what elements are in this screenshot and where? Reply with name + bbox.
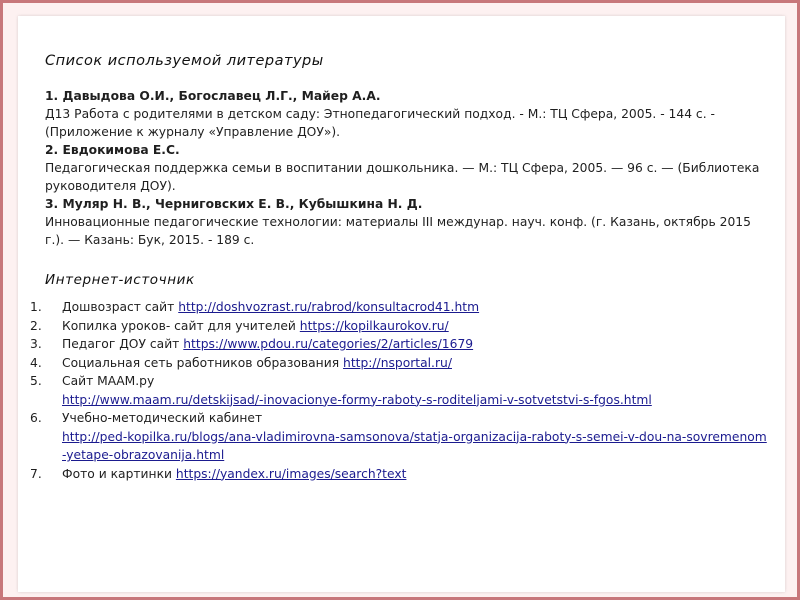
list-item (30, 317, 771, 336)
list-number: 6. (30, 411, 42, 425)
reference-list (45, 87, 771, 249)
link-label: Копилка уроков- сайт для учителей (62, 318, 300, 333)
list-item (30, 354, 771, 373)
link-label: Дошвозраст сайт (62, 300, 179, 314)
link-label: Педагог ДОУ сайт (62, 337, 184, 351)
reference-author: 2. Евдокимова Е.С. (45, 143, 180, 157)
link-label: Социальная сеть работников образования (62, 355, 344, 370)
source-link[interactable]: http://ped-kopilka.ru/blogs/ana-vladimirovna-samsonova/statja-organizacija-raboty-s-semei-v-dou-na-sovremenom-yetape-obrazovanija.html (62, 429, 767, 462)
list-item (30, 465, 771, 484)
reference-text: Инновационные педагогические технологии: материалы III междунар. науч. конф. (г. Казань, октябрь 2015 г.). — Казань: Бук, 2015. - 189 с. (45, 215, 751, 247)
list-item (30, 409, 771, 465)
slide-content (30, 53, 771, 483)
source-link[interactable]: https://kopilkaurokov.ru/ (299, 318, 449, 333)
list-number: 7. (30, 466, 42, 481)
source-link[interactable]: http://nsportal.ru/ (343, 355, 452, 370)
list-item (30, 335, 771, 354)
list-number: 3. (30, 337, 42, 351)
link-label: Учебно-методический кабинет (62, 411, 263, 425)
list-number: 2. (30, 318, 42, 333)
reference-author: 3. Муляр Н. В., Черниговских Е. В., Кубышкина Н. Д. (45, 197, 423, 211)
slide (18, 16, 785, 592)
reference-text: Д13 Работа с родителями в детском саду: Этнопедагогический подход. - М.: ТЦ Сфера, 2005. - 144 с. - (Приложение к журналу «Управление ДОУ»). (45, 107, 715, 139)
internet-sources-list (30, 298, 771, 483)
source-link[interactable]: http://www.maam.ru/detskijsad/-inovacionye-formy-raboty-s-roditeljami-v-sotvetstvi-s-fgos.html (62, 392, 652, 407)
page-title: Список используемой литературы (45, 53, 324, 69)
internet-sources-title: Интернет-источник (45, 272, 195, 288)
source-link[interactable]: https://yandex.ru/images/search?text (175, 466, 407, 481)
list-number: 1. (30, 300, 42, 314)
list-number: 4. (30, 355, 42, 370)
source-link[interactable]: http://doshvozrast.ru/rabrod/konsultacrod41.htm (178, 300, 480, 314)
reference-author: 1. Давыдова О.И., Богославец Л.Г., Майер А.А. (45, 89, 381, 103)
link-label: Фото и картинки (62, 466, 176, 481)
link-label: Сайт МААМ.ру (62, 374, 155, 388)
list-item (30, 372, 771, 409)
list-item (30, 298, 771, 317)
source-link[interactable]: https://www.pdou.ru/categories/2/articles/1679 (183, 337, 474, 351)
reference-text: Педагогическая поддержка семьи в воспитании дошкольника. — М.: ТЦ Сфера, 2005. — 96 с. — (Библиотека руководителя ДОУ). (45, 161, 760, 193)
list-number: 5. (30, 374, 42, 388)
